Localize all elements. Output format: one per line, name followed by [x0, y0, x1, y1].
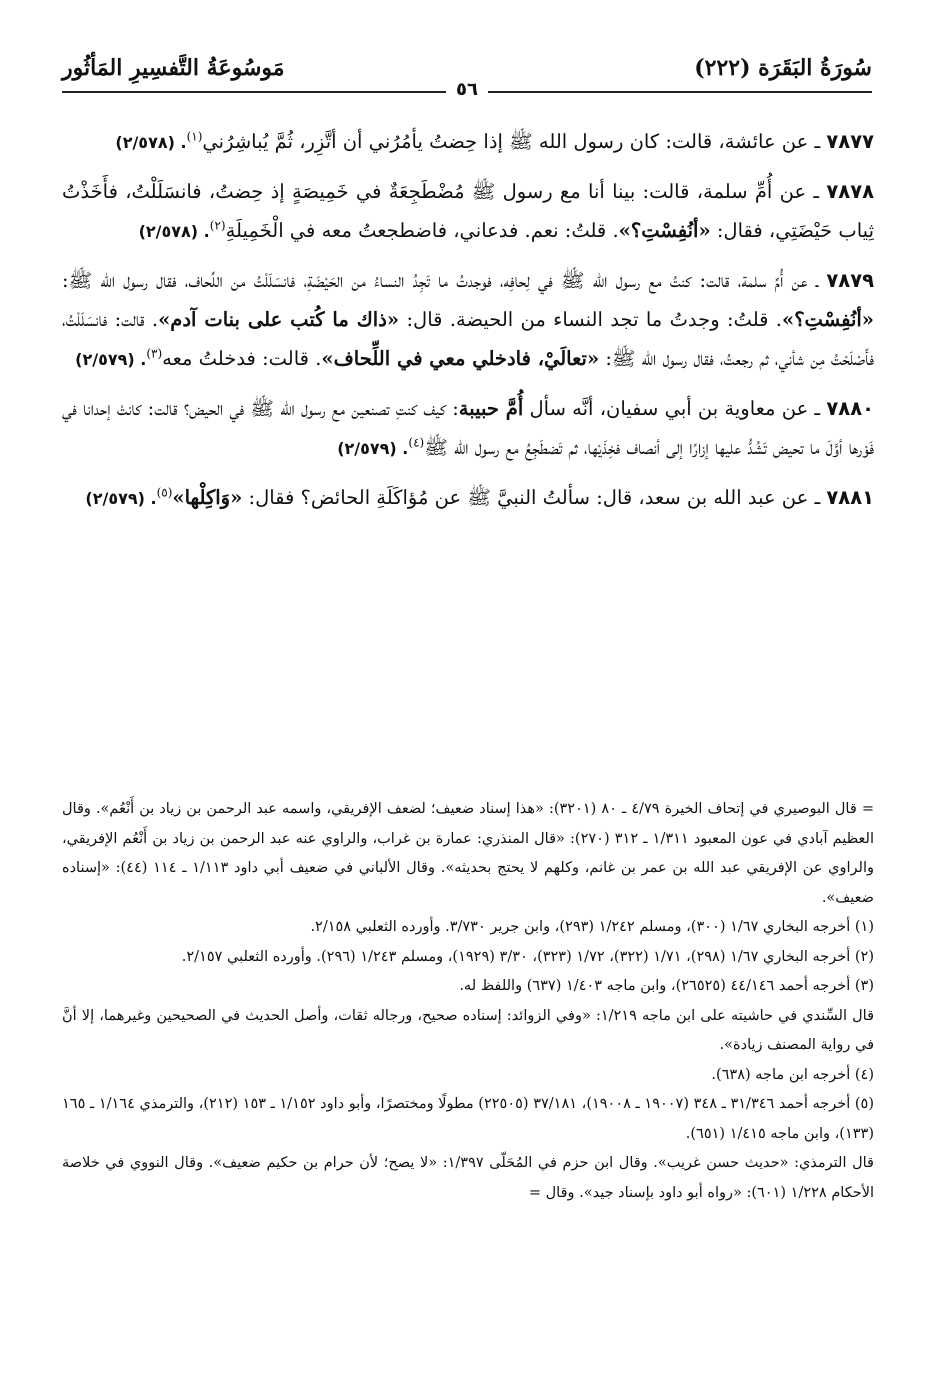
entry-text: ـ عن معاوية بن أبي سفيان، أنَّه سأل [523, 397, 821, 420]
footnotes [62, 795, 874, 1208]
narrator-name: أُمَّ حبيبة [458, 397, 524, 420]
footnote: (١) أخرجه البخاري ١/٦٧ (٣٠٠)، ومسلم ١/٢٤٢ (٢٩٣)، وابن جرير ٣/٧٣٠. وأورده الثعلبي ٢/١٥٨. [310, 919, 874, 935]
entry-text: ـ عن عائشة، قالت: كان رسول الله ﷺ إذا حِضتُ يأمُرُني أن أتَّزِر، ثُمَّ يُباشِرُني [202, 130, 821, 153]
footnote-marker: (٥) [156, 485, 173, 500]
hadith-entry [62, 261, 874, 379]
entry-text-cont: . قالت: فانسَلَلْتُ، فأَصْلَحْتُ مِن شأني، ثم رجعتُ، فقال رسول الله ﷺ: [62, 308, 874, 370]
entry-text: ـ عن أُمِّ سلمة، قالت: كنتُ مع رسول الله ﷺ في لِحافِه، فوجدتُ ما تَجِدُ النساءُ من الحَيْضَةِ، فانسَلَلْتُ من اللِّحاف، فقال رسول الله ﷺ: [62, 269, 819, 292]
entry-reference: . (٢/٥٧٩) [75, 350, 147, 369]
hadith-entry [62, 122, 874, 162]
entry-text-cont: . قلتُ: وجدتُ ما تجد النساء من الحيضة. قال: [399, 308, 783, 331]
prophetic-quote: «أنُفِسْتِ؟» [618, 219, 711, 242]
page-number: ٥٦ [446, 79, 488, 100]
entry-number: ٧٨٧٩ [826, 269, 874, 292]
footnote: (٢) أخرجه البخاري ١/٦٧ (٢٩٨)، ١/٧١ (٣٢٢)، ١/٧٢ (٣٢٣)، ٣/٣٠ (١٩٢٩)، ومسلم ١/٢٤٣ (٢٩٦). وأورده الثعلبي ٢/١٥٧. [181, 948, 874, 965]
hadith-entry [62, 172, 874, 251]
footnote-marker: (٢) [209, 218, 226, 233]
prophetic-quote: «ذاك ما كُتب على بنات آدم» [158, 308, 400, 331]
footnote-marker: (٣) [146, 346, 163, 361]
footnote: قال الترمذي: «حديث حسن غريب». وقال ابن حزم في المُحَلّى ١/٣٩٧: «لا يصح؛ لأن حرام بن حكيم ضعيف». وقال النووي في خلاصة الأحكام ١/٢٢٨ (٦٠١): «رواه أبو داود بإسناد جيد». وقال = [62, 1155, 874, 1201]
footnote: (٤) أخرجه ابن ماجه (٦٣٨). [711, 1066, 874, 1083]
hadith-entry [62, 389, 874, 468]
footnote: (٣) أخرجه أحمد ٤٤/١٤٦ (٢٦٥٢٥)، وابن ماجه ١/٤٠٣ (٦٣٧) واللفظ له. [459, 978, 874, 994]
footnote: قال السِّندي في حاشيته على ابن ماجه ١/٢١٩: «وفي الزوائد: إسناده صحيح، ورجاله ثقات، وأصل الحديث في الصحيحين وغيرهما، إلا أنَّ في رواية المصنف زيادة». [62, 1007, 874, 1053]
entry-text-cont: . قالت: فدخلتُ معه [162, 347, 322, 370]
prophetic-quote: «تعالَيْ، فادخلي معي في اللِّحاف» [321, 347, 600, 370]
entry-number: ٧٨٧٧ [826, 130, 874, 153]
entry-reference: . (٢/٥٧٩) [337, 439, 409, 458]
entry-number: ٧٨٨١ [826, 486, 874, 509]
hadith-entry [62, 478, 874, 518]
entry-reference: . (٢/٥٧٨) [138, 222, 210, 241]
surah-heading: سُورَةُ البَقَرَة (٢٢٢) [694, 55, 872, 81]
prophetic-quote: «أنُفِسْتِ؟» [782, 308, 874, 331]
entry-text: ـ عن أُمِّ سلمة، قالت: بينا أنا مع رسول ﷺ مُضْطَجِعَةٌ في خَمِيصَةٍ إذ حِضتُ، فانسَلَلْتُ، فأَخَذْتُ ثِياب حَيْضَتِي، فقال: [62, 180, 874, 242]
entry-number: ٧٨٨٠ [826, 397, 874, 420]
entry-reference: . (٢/٥٧٨) [115, 133, 187, 152]
page-header [62, 55, 872, 99]
footnote: (٥) أخرجه أحمد ٣١/٣٤٦ ـ ٣٤٨ (١٩٠٠٧ ـ ١٩٠٠٨)، ٣٧/١٨١ (٢٢٥٠٥) مطولًا ومختصرًا، وأبو داود ١/١٥٢ ـ ١٥٣ (٢١٢)، والترمذي ١/١٦٤ ـ ١٦٥ (١٣٣)، وابن ماجه ١/٤١٥ (٦٥١). [62, 1096, 874, 1142]
entry-number: ٧٨٧٨ [826, 180, 874, 203]
main-text [62, 122, 874, 528]
book-title: مَوسُوعَةُ التَّفسِيرِ المَأثُور [62, 55, 285, 81]
entry-reference: . (٢/٥٧٩) [85, 489, 157, 508]
entry-text-cont: . قلتُ: نعم. فدعاني، فاضطجعتُ معه في الْخَمِيلَةِ [225, 219, 619, 242]
prophetic-quote: «وَاكِلْها» [172, 486, 243, 509]
footnote-marker: (١) [186, 129, 203, 144]
footnote: = قال البوصيري في إتحاف الخيرة ٤/٧٩ ـ ٨٠ (٣٢٠١): «هذا إسناد ضعيف؛ لضعف الإفريقي، واسمه عبد الرحمن بن زياد بن أَنْعُم». وقال العظيم آبادي في عون المعبود ١/٣١١ ـ ٣١٢ (٢٧٠): «قال المنذري: عمارة بن غراب، والراوي عنه عبد الرحمن بن زياد بن أَنْعُم الإفريقي، والراوي عن الإفريقي عبد الله بن عمر بن غانم، وكلهم لا يحتج بحديثه». وقال الألباني في ضعيف أبي داود ١/١١٣ ـ ١١٤ (٤٤): «إسناده ضعيف». [62, 801, 874, 906]
entry-text-cont: : كيف كنتِ تصنعين مع رسول الله ﷺ في الحيض؟ قالت: كانتْ إحدانا في فَوْرها أوَّلَ ما تحيض تَشُدُّ عليها إزارًا إلى أنصاف فخِذَيْها، ثم تَضطَجِعُ مع رسول الله ﷺ [62, 397, 874, 459]
footnote-marker: (٤) [408, 435, 425, 450]
entry-text: ـ عن عبد الله بن سعد، قال: سألتُ النبيَّ ﷺ عن مُؤاكَلَةِ الحائض؟ فقال: [242, 486, 821, 509]
